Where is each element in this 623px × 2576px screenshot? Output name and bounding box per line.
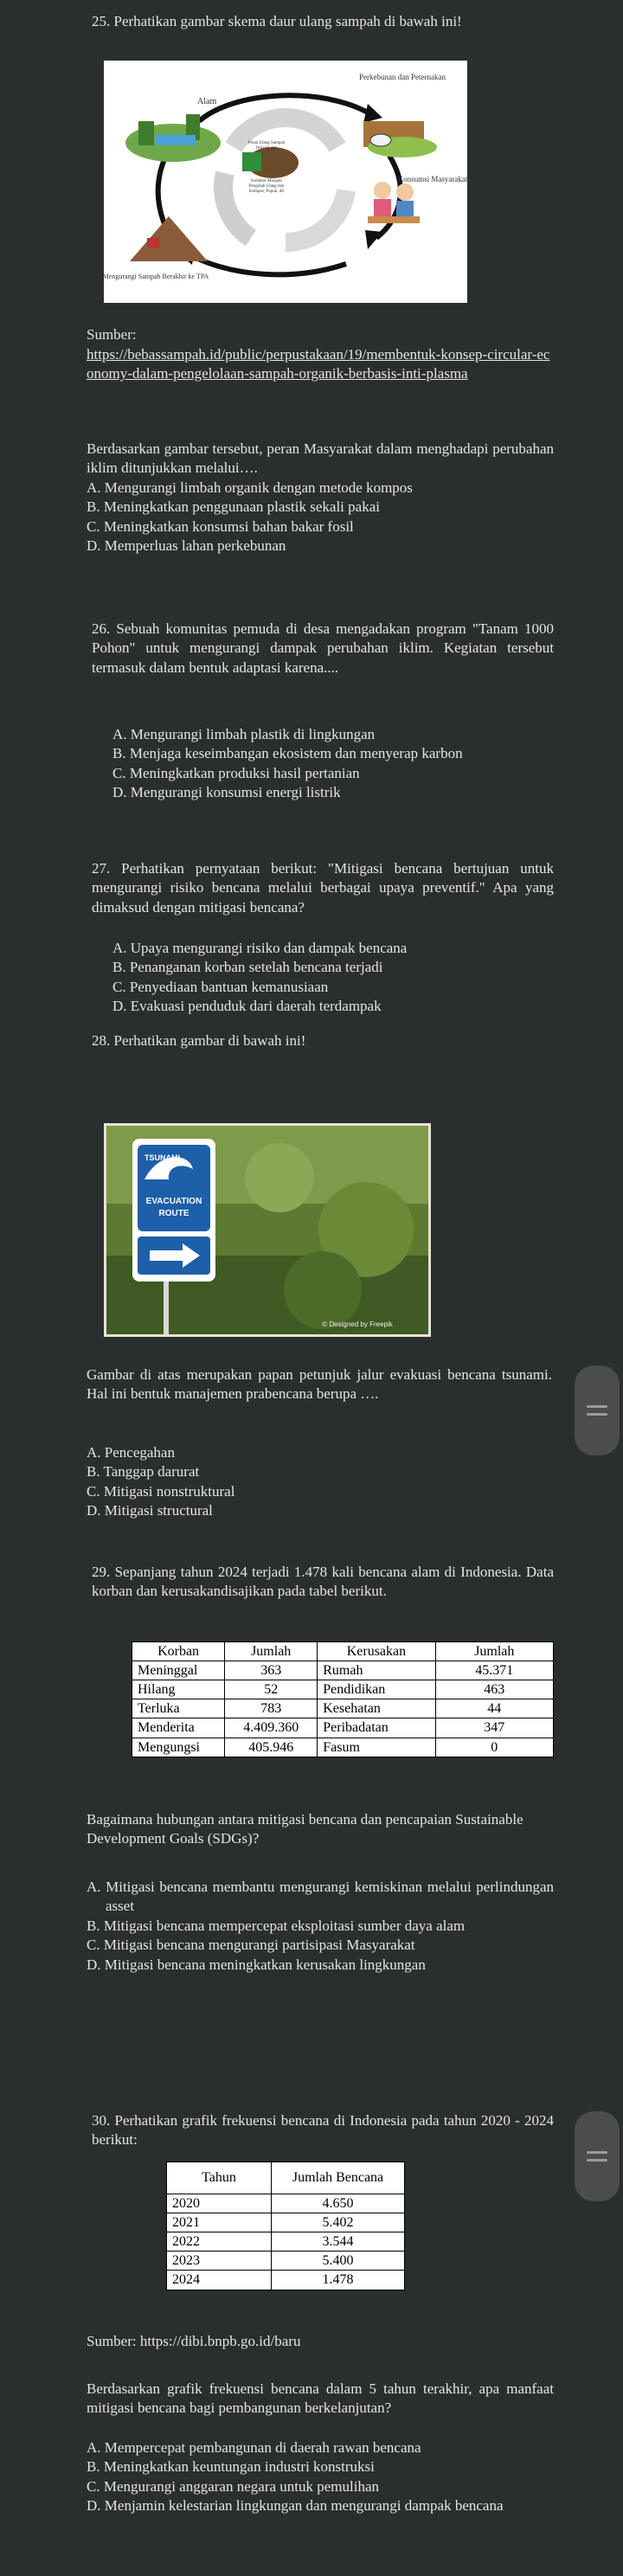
recycle-diagram [104,61,467,303]
q25-question: Berdasarkan gambar tersebut, peran Masyarakat dalam menghadapi perubahan iklim ditunjukkan melalui…. [87,440,554,477]
person-2-body [396,201,414,218]
label-pusat-4: Pengolah Ulang dan [248,184,285,189]
table-cell: 5.402 [272,2213,405,2232]
handle-grip-icon [587,2159,607,2162]
q30-header-tahun: Tahun [167,2162,272,2194]
sign-tsunami-text: TSUNAMI [145,1153,180,1162]
q26-option-d[interactable]: D. Mengurangi konsumsi energi listrik [112,784,341,801]
q27-option-b[interactable]: B. Penanganan korban setelah bencana terjadi [112,959,383,976]
q30-table-header-row [167,2162,405,2194]
q25-option-b[interactable]: B. Meningkatkan penggunaan plastik sekali pakai [87,498,380,516]
q27-option-d[interactable]: D. Evakuasi penduduk dari daerah terdampak [112,998,382,1015]
q30-source: Sumber: https://dibi.bnpb.go.id/baru [87,2333,301,2349]
table-cell: Mengungsi [132,1738,225,1757]
q30-option-b[interactable]: B. Meningkatkan keuntungan industri konstruksi [87,2458,375,2476]
recycle-diagram-svg [104,61,467,303]
tsunami-photo [104,1123,431,1337]
q25-option-d[interactable]: D. Memperluas lahan perkebunan [87,537,286,555]
handle-grip-icon [587,1413,607,1416]
table-cell: 3.544 [272,2232,405,2252]
table-cell: Rumah [318,1661,435,1680]
farm-cow [370,134,391,146]
q27-option-c[interactable]: C. Penyediaan bantuan kemanusiaan [112,978,329,995]
table-cell: Pendidikan [318,1680,435,1699]
photo-bush-1 [245,1143,314,1212]
scroll-handle-2[interactable] [575,2111,620,2201]
q28-options [87,1443,346,1521]
q29-options [87,1878,554,1975]
table-cell: Peribadatan [318,1718,435,1738]
photo-credit: © Designed by Freepik [322,1320,393,1328]
table-cell: 363 [225,1661,318,1680]
table-cell: 783 [225,1699,318,1718]
table-cell: 463 [435,1680,553,1699]
table-cell: 4.650 [272,2194,405,2213]
q29-option-a[interactable]: A. Mitigasi bencana membantu mengurangi kemiskinan melalui perlindungan asset [87,1879,554,1915]
table-cell: 44 [435,1699,553,1718]
q26-question: 26. Sebuah komunitas pemuda di desa mengadakan program "Tanam 1000 Pohon" untuk mengurangi dampak perubahan iklim. Kegiatan tersebut termasuk dalam bentuk adaptasi karena.... [92,620,554,676]
table-cell: Fasum [318,1738,435,1757]
label-konsumsi: Konsumsi Masyarakat [397,175,467,183]
table-cell: 405.946 [225,1738,318,1757]
q30-option-a[interactable]: A. Mempercepat pembangunan di daerah rawan bencana [87,2439,421,2456]
q26-option-b[interactable]: B. Menjaga keseimbangan ekosistem dan menyerap karbon [112,745,463,762]
table-row [167,2194,405,2213]
table-row [132,1661,554,1680]
q27-question: 27. Perhatikan pernyataan berikut: "Mitigasi bencana bertujuan untuk mengurangi risiko bencana melalui berbagai upaya preventif." Apa yang dimaksud dengan mitigasi bencana? [92,860,554,915]
compost-bin [242,152,261,171]
q28-option-c[interactable]: C. Mitigasi nonstruktural [87,1482,235,1500]
table-cell: 2022 [167,2232,272,2252]
q29-table-header-row [132,1642,554,1661]
q27-options [112,939,580,1017]
label-alam: Alam [197,97,217,106]
q25-options [87,479,554,556]
q30-option-d[interactable]: D. Menjamin kelestarian lingkungan dan mengurangi dampak bencana [87,2497,504,2515]
q29-table [132,1641,554,1757]
table-row [132,1738,554,1757]
table-cell: Hilang [132,1680,225,1699]
photo-bush-3 [284,1251,362,1329]
label-pusat-2: Organik dan [255,146,278,151]
recycle-arrow-right [286,190,346,242]
q29-header-korban: Korban [132,1642,225,1661]
scroll-handle-1[interactable] [575,1365,620,1455]
dining-table [368,216,420,223]
landfill-heap [130,216,208,261]
table-cell: 5.400 [272,2252,405,2271]
label-pusat-3: Kolektor Menjadi [251,179,282,183]
recycle-arrow-left [223,173,251,238]
table-row [132,1699,554,1718]
person-1-body [374,199,391,218]
q28-title: 28. Perhatikan gambar di bawah ini! [92,1032,306,1049]
q28-option-b[interactable]: B. Tanggap darurat [87,1463,200,1481]
table-row [167,2271,405,2290]
q25-source-label: Sumber: [87,326,137,343]
q29-option-d[interactable]: D. Mitigasi bencana meningkatkan kerusakan lingkungan [87,1956,426,1973]
cycle-arrowhead-1 [363,104,382,123]
label-pusat-1: Peran Ulang Sampah [247,141,286,145]
table-cell: 2020 [167,2194,272,2213]
table-cell: Terluka [132,1699,225,1718]
q29-header-kerusakan: Kerusakan [318,1642,435,1661]
table-cell: 45.371 [435,1661,553,1680]
sign-evacuation-text: EVACUATION [145,1197,202,1206]
table-cell: 2021 [167,2213,272,2232]
q30-question: Berdasarkan grafik frekuensi bencana dalam 5 tahun terakhir, apa manfaat mitigasi bencana bagi pembangunan berkelanjutan? [87,2380,554,2417]
q25-source-link[interactable]: https://bebassampah.id/public/perpustakaan/19/membentuk-konsep-circular-economy-dalam-pengelolaan-sampah-organik-berbasis-inti-plasma [87,346,550,382]
q29-intro: 29. Sepanjang tahun 2024 terjadi 1.478 kali bencana alam di Indonesia. Data korban dan kerusakandisajikan pada tabel berikut. [92,1564,554,1600]
table-cell: 347 [435,1718,553,1738]
handle-grip-icon [587,1405,607,1408]
q29-header-jumlah-1: Jumlah [225,1642,318,1661]
table-cell: Kesehatan [318,1699,435,1718]
table-cell: Meninggal [132,1661,225,1680]
q28-question: Gambar di atas merupakan papan petunjuk jalur evakuasi bencana tsunami. Hal ini bentuk manajemen prabencana berupa …. [87,1366,552,1403]
nature-water [156,135,196,145]
table-cell: 0 [435,1738,553,1757]
label-pusat-5: Kompos, Pupuk, dll [248,190,285,194]
handle-grip-icon [587,2151,607,2154]
q29-question: Bagaimana hubungan antara mitigasi bencana dan pencapaian Sustainable Development Goals (SDGs)? [87,1811,523,1847]
person-1-head [374,182,391,199]
q30-options [87,2438,554,2516]
table-row [167,2232,405,2252]
tsunami-photo-svg [106,1126,428,1334]
table-row [132,1718,554,1738]
sign-route-text: ROUTE [158,1209,189,1218]
q27-option-a[interactable]: A. Upaya mengurangi risiko dan dampak bencana [112,940,408,956]
cycle-arrow-3 [190,255,346,274]
table-cell: 52 [225,1680,318,1699]
q29-header-jumlah-2: Jumlah [435,1642,553,1661]
table-cell: 2023 [167,2252,272,2271]
table-row [167,2213,405,2232]
table-row [167,2252,405,2271]
person-2-head [396,183,414,201]
q25-title: 25. Perhatikan gambar skema daur ulang sampah di bawah ini! [92,13,462,29]
q28-option-a[interactable]: A. Pencegahan [87,1444,175,1461]
q29-option-b[interactable]: B. Mitigasi bencana mempercepat eksploitasi sumber daya alam [87,1917,466,1934]
q30-header-jumlah: Jumlah Bencana [272,2162,405,2194]
label-tpa: Mengurangi Sampah Berakhir ke TPA [104,273,209,280]
q25-option-a[interactable]: A. Mengurangi limbah organik dengan metode kompos [87,479,413,496]
table-cell: 1.478 [272,2271,405,2290]
q26-option-c[interactable]: C. Meningkatkan produksi hasil pertanian [112,764,360,781]
q30-intro: 30. Perhatikan grafik frekuensi bencana di Indonesia pada tahun 2020 - 2024 berikut: [92,2112,554,2149]
q30-option-c[interactable]: C. Mengurangi anggaran negara untuk pemulihan [87,2477,380,2495]
cycle-arrowhead-2 [365,230,382,249]
table-row [132,1680,554,1699]
q26-option-a[interactable]: A. Mengurangi limbah plastik di lingkungan [112,726,376,742]
label-kebun: Perkebunan dan Peternakan [359,73,446,81]
table-cell: 4.409.360 [225,1718,318,1738]
q25-option-c[interactable]: C. Meningkatkan konsumsi bahan bakar fosil [87,517,354,535]
table-cell: Menderita [132,1718,225,1738]
nature-tree-1 [138,121,154,145]
q29-option-c[interactable]: C. Mitigasi bencana mengurangi partisipasi Masyarakat [87,1937,415,1954]
q30-table [166,2162,405,2290]
landfill-waste [147,238,159,248]
table-cell: 2024 [167,2271,272,2290]
q26-options [112,725,580,803]
q28-option-d[interactable]: D. Mitigasi structural [87,1502,213,1519]
